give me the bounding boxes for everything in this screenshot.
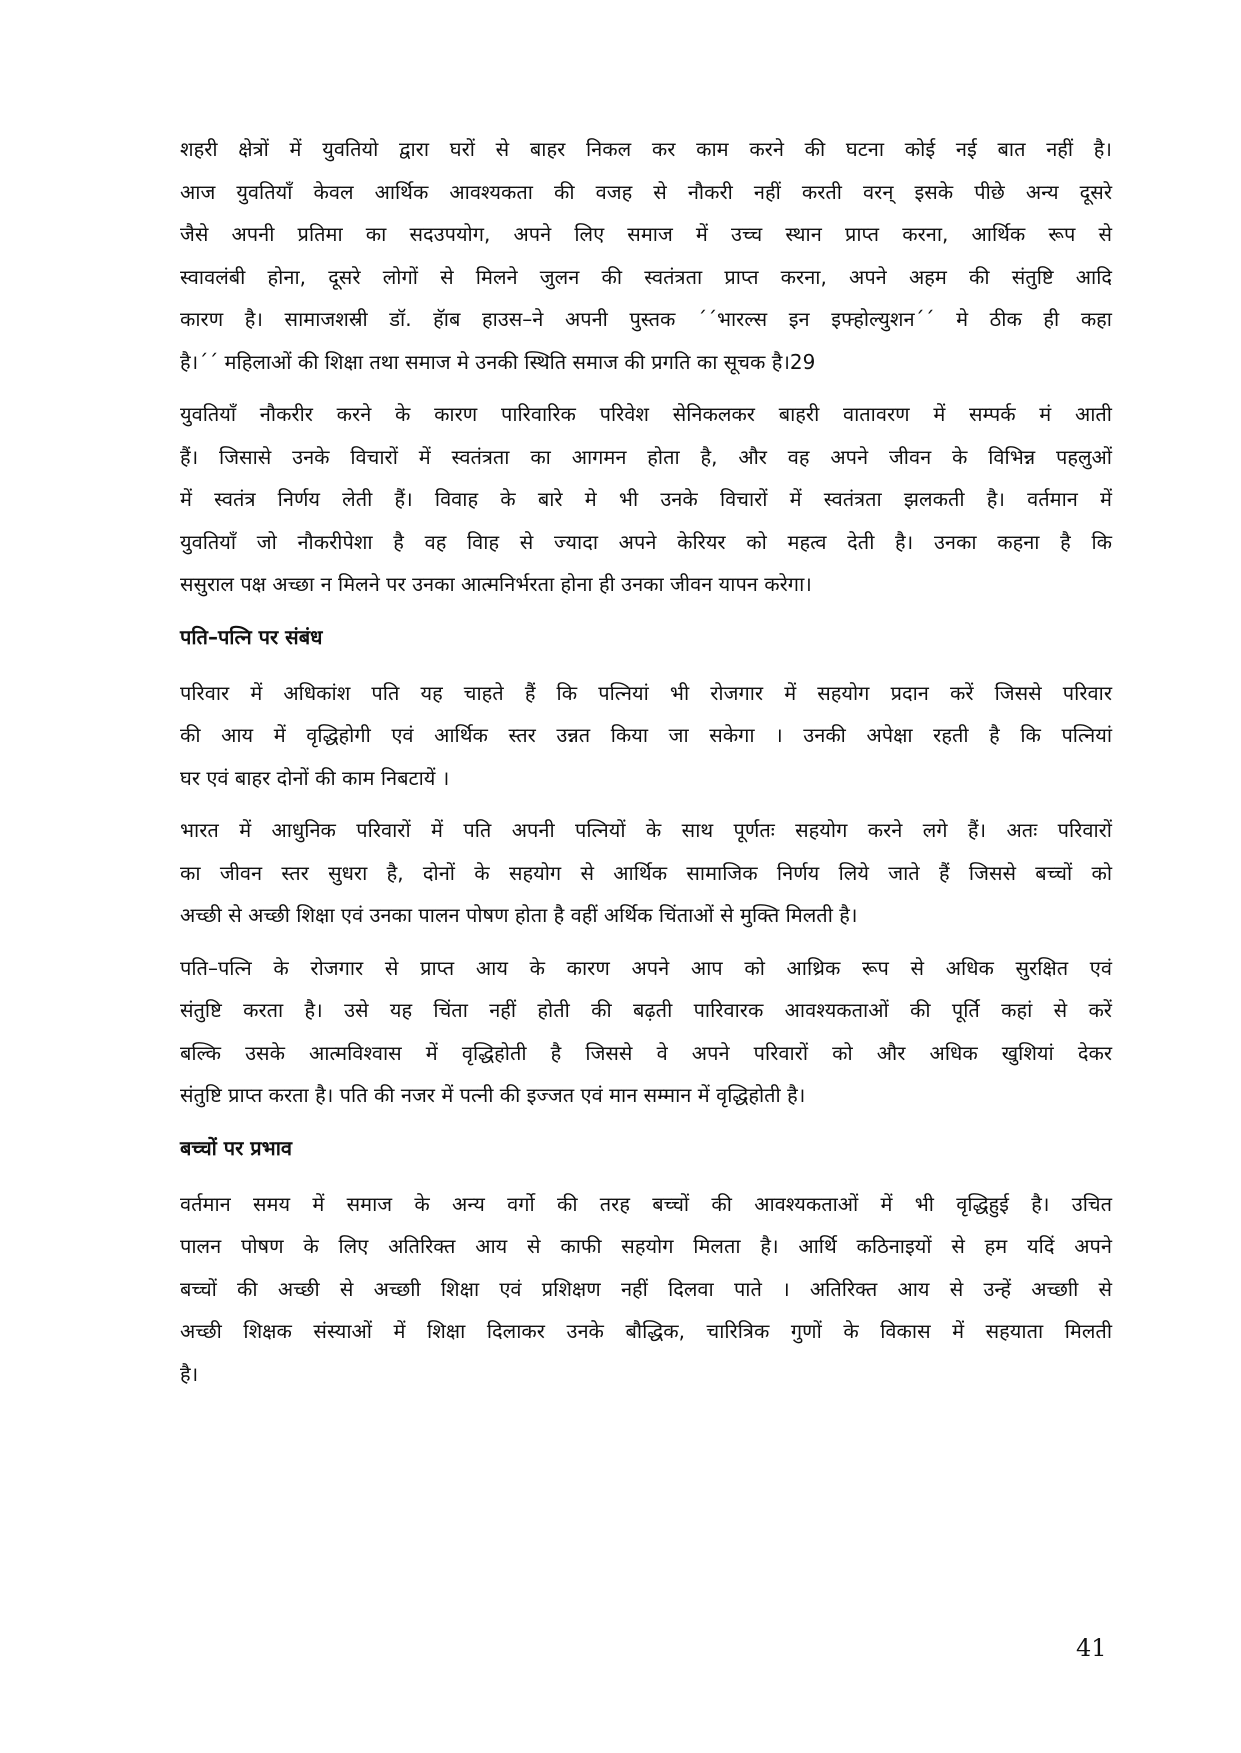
paragraph bbox=[180, 128, 1112, 383]
section-heading: बच्चों पर प्रभाव bbox=[180, 1135, 293, 1160]
document-body bbox=[180, 128, 1112, 1405]
text-line: की आय में वृद्धिहोगी एवं आर्थिक स्तर उन्नत किया जा सकेगा । उनकी अपेक्षा रहती है कि पत्नियां bbox=[180, 723, 1112, 747]
text-line: वर्तमान समय में समाज के अन्य वर्गो की तरह बच्चों की आवश्यकताओं में भी वृद्धिहुई है। उचित bbox=[180, 1191, 1112, 1216]
text-line: युवतियाँ जो नौकरीपेशा है वह विाह से ज्यादा अपने केरियर को महत्व देती है। उनका कहना है कि bbox=[180, 529, 1113, 554]
text-line: बल्कि उसके आत्मविश्वास में वृद्धिहोती है जिससे वे अपने परिवारों को और अधिक खुशियां देकर bbox=[180, 1040, 1112, 1065]
text-line: है। bbox=[180, 1361, 199, 1386]
text-line: में स्वतंत्र निर्णय लेती हैं। विवाह के बारे मे भी उनके विचारों में स्वतंत्रता झलकती है। वर्तमान में bbox=[180, 487, 1112, 511]
text-line: पति–पत्नि के रोजगार से प्राप्त आय के कारण अपने आप को आथ्रिक रूप से अधिक सुरक्षित एवं bbox=[180, 955, 1112, 980]
page-number: 41 bbox=[1076, 1634, 1107, 1662]
text-line: जैसे अपनी प्रतिमा का सदउपयोग, अपने लिए समाज में उच्च स्थान प्राप्त करना, आर्थिक रूप से bbox=[180, 222, 1112, 246]
text-line: अच्छी शिक्षक संस्याओं में शिक्षा दिलाकर उनके बौद्धिक, चारित्रिक गुणों के विकास में सहयाता मिलती bbox=[180, 1319, 1112, 1343]
text-line: ससुराल पक्ष अच्छा न मिलने पर उनका आत्मनिर्भरता होना ही उनका जीवन यापन करेगा। bbox=[180, 572, 812, 596]
text-line: आज युवतियाँ केवल आर्थिक आवश्यकता की वजह से नौकरी नहीं करती वरन् इसके पीछे अन्य दूसरे bbox=[180, 179, 1112, 204]
text-line: युवतियाँ नौकरीर करने के कारण पारिवारिक परिवेश सेनिकलकर बाहरी वातावरण में सम्पर्क मं आती bbox=[180, 402, 1112, 426]
paragraph bbox=[180, 809, 1112, 937]
text-line: कारण है। सामाजशस्री डॉ. हॅाब हाउस–ने अपनी पुस्तक ´´भारल्स इन इफ्होल्युशन´´ मे ठीक ही कहा bbox=[180, 307, 1112, 331]
text-line: पालन पोषण के लिए अतिरिक्त आय से काफी सहयोग मिलता है। आर्थि कठिनाइयों से हम यदिं अपने bbox=[180, 1234, 1112, 1258]
text-line: संतुष्टि करता है। उसे यह चिंता नहीं होती की बढ़ती पारिवारक आवश्यकताओं की पूर्ति कहां से करें bbox=[180, 998, 1112, 1022]
paragraph bbox=[180, 947, 1112, 1117]
text-line: है।´´ महिलाओं की शिक्षा तथा समाज मे उनकी स्थिति समाज की प्रगति का सूचक है।29 bbox=[180, 349, 816, 374]
text-line: घर एवं बाहर दोनों की काम निबटायें । bbox=[180, 765, 450, 790]
text-line: स्वावलंबी होना, दूसरे लोगों से मिलने जुलन की स्वतंत्रता प्राप्त करना, अपने अहम की संतुष्टि आदि bbox=[180, 264, 1112, 289]
text-line: हैं। जिसासे उनके विचारों में स्वतंत्रता का आगमन होता है, और वह अपने जीवन के विभिन्न पहलुओं bbox=[180, 444, 1112, 469]
section-heading: पति–पत्नि पर संबंध bbox=[180, 624, 323, 649]
text-line: शहरी क्षेत्रों में युवतियो द्वारा घरों से बाहर निकल कर काम करने की घटना कोई नई बात नहीं है। bbox=[180, 137, 1112, 161]
text-line: का जीवन स्तर सुधरा है, दोनों के सहयोग से आर्थिक सामाजिक निर्णय लिये जाते हैं जिससे बच्चों को bbox=[180, 860, 1112, 885]
text-line: अच्छी से अच्छी शिक्षा एवं उनका पालन पोषण होता है वहीं अर्थिक चिंताओं से मुक्ति मिलती है। bbox=[180, 903, 858, 927]
paragraph bbox=[180, 393, 1112, 606]
text-line: परिवार में अधिकांश पति यह चाहते हैं कि पत्नियां भी रोजगार में सहयोग प्रदान करें जिससे परिवार bbox=[180, 680, 1112, 705]
paragraph bbox=[180, 672, 1112, 800]
text-line: बच्चों की अच्छी से अच्छाी शिक्षा एवं प्रशिक्षण नहीं दिलवा पाते । अतिरिक्त आय से उन्हें अच्छाी से bbox=[180, 1276, 1112, 1301]
text-line: भारत में आधुनिक परिवारों में पति अपनी पत्नियों के साथ पूर्णतः सहयोग करने लगे हैं। अतः परिवारों bbox=[180, 818, 1112, 842]
text-line: संतुष्टि प्राप्त करता है। पति की नजर में पत्नी की इज्जत एवं मान सम्मान में वृद्धिहोती है। bbox=[180, 1083, 806, 1107]
paragraph bbox=[180, 1183, 1112, 1396]
